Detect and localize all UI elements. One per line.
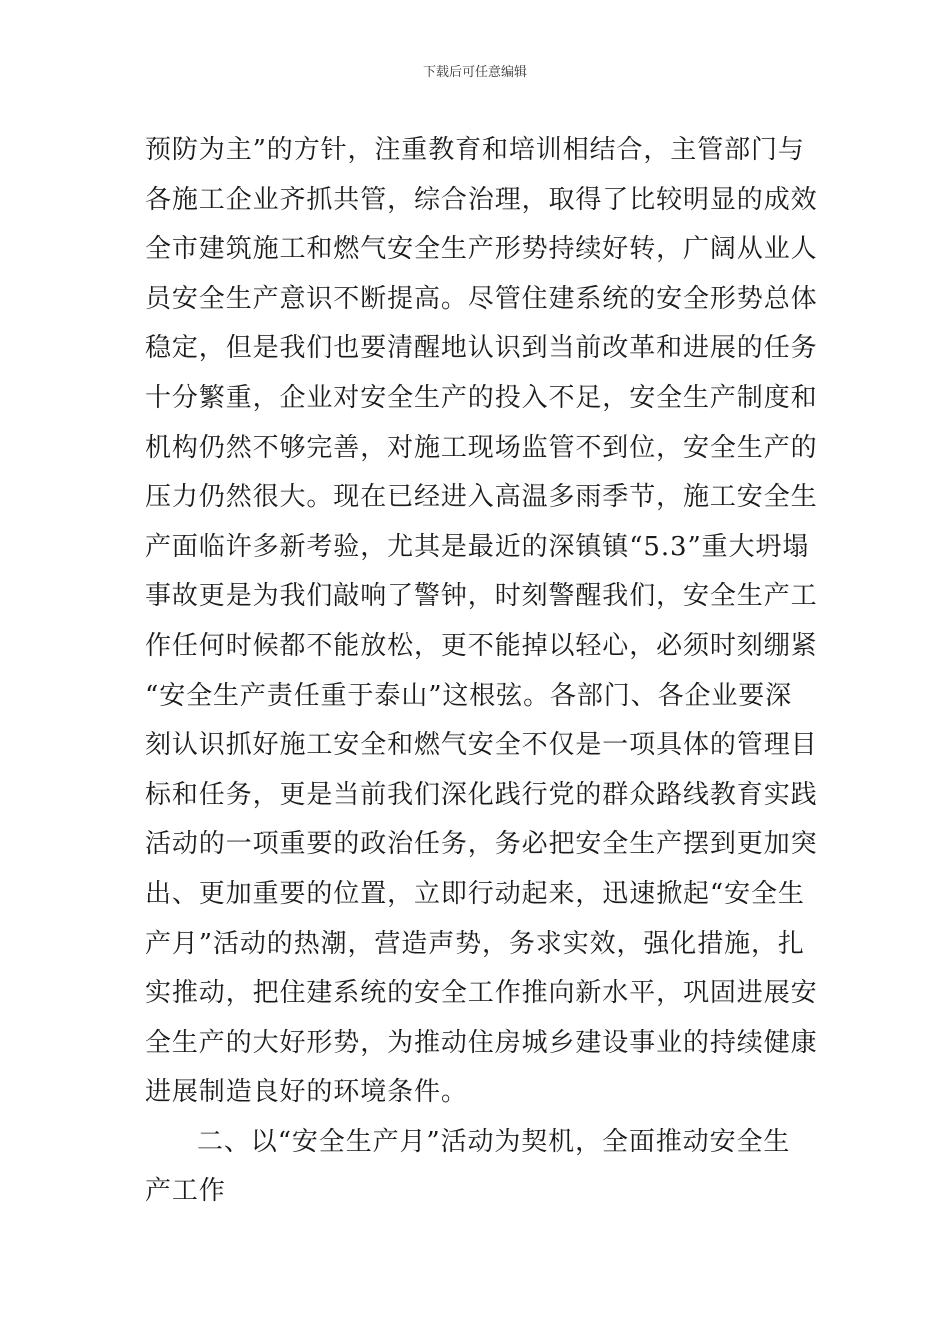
text-line: 出、更加重要的位置，立即行动起来，迅速掀起“安全生 — [145, 878, 805, 909]
text-line: 刻认识抓好施工安全和燃气安全不仅是一项具体的管理目 — [145, 730, 818, 761]
text-line: 产月”活动的热潮，营造声势，务求实效，强化措施，扎 — [145, 928, 805, 959]
text-line: 员安全生产意识不断提高。尽管住建系统的安全形势总体 — [145, 283, 818, 314]
section-heading-line: 二、以“安全生产月”活动为契机，全面推动安全生 — [197, 1126, 791, 1157]
page-header: 下载后可任意编辑 — [422, 65, 527, 80]
document-body — [145, 126, 818, 1217]
text-line: 标和任务，更是当前我们深化践行党的群众路线教育实践 — [145, 779, 818, 810]
text-line: 各施工企业齐抓共管，综合治理，取得了比较明显的成效 — [145, 184, 818, 215]
text-line: 实推动，把住建系统的安全工作推向新水平，巩固进展安 — [145, 978, 818, 1009]
text-line: 预防为主”的方针，注重教育和培训相结合，主管部门与 — [145, 135, 805, 165]
text-line: 作任何时候都不能放松，更不能掉以轻心，必须时刻绷紧 — [145, 630, 818, 661]
text-line: “安全生产责任重于泰山”这根弦。各部门、各企业要深 — [145, 680, 793, 711]
text-line: 压力仍然很大。现在已经进入高温多雨季节，施工安全生 — [145, 482, 818, 513]
text-line: 活动的一项重要的政治任务，务必把安全生产摆到更加突 — [145, 829, 818, 860]
text-line: 全市建筑施工和燃气安全生产形势持续好转，广阔从业人 — [145, 234, 818, 265]
text-line: 稳定，但是我们也要清醒地认识到当前改革和进展的任务 — [145, 333, 818, 364]
text-line: 产面临许多新考验，尤其是最近的深镇镇“5.3”重大坍塌 — [145, 531, 810, 562]
text-line: 全生产的大好形势，为推动住房城乡建设事业的持续健康 — [145, 1027, 818, 1058]
text-line: 事故更是为我们敲响了警钟，时刻警醒我们，安全生产工 — [145, 581, 818, 612]
text-line: 十分繁重，企业对安全生产的投入不足，安全生产制度和 — [145, 382, 818, 413]
text-line: 机构仍然不够完善，对施工现场监管不到位，安全生产的 — [145, 432, 818, 463]
section-heading-line: 产工作 — [145, 1176, 226, 1207]
text-line: 进展制造良好的环境条件。 — [145, 1077, 468, 1108]
